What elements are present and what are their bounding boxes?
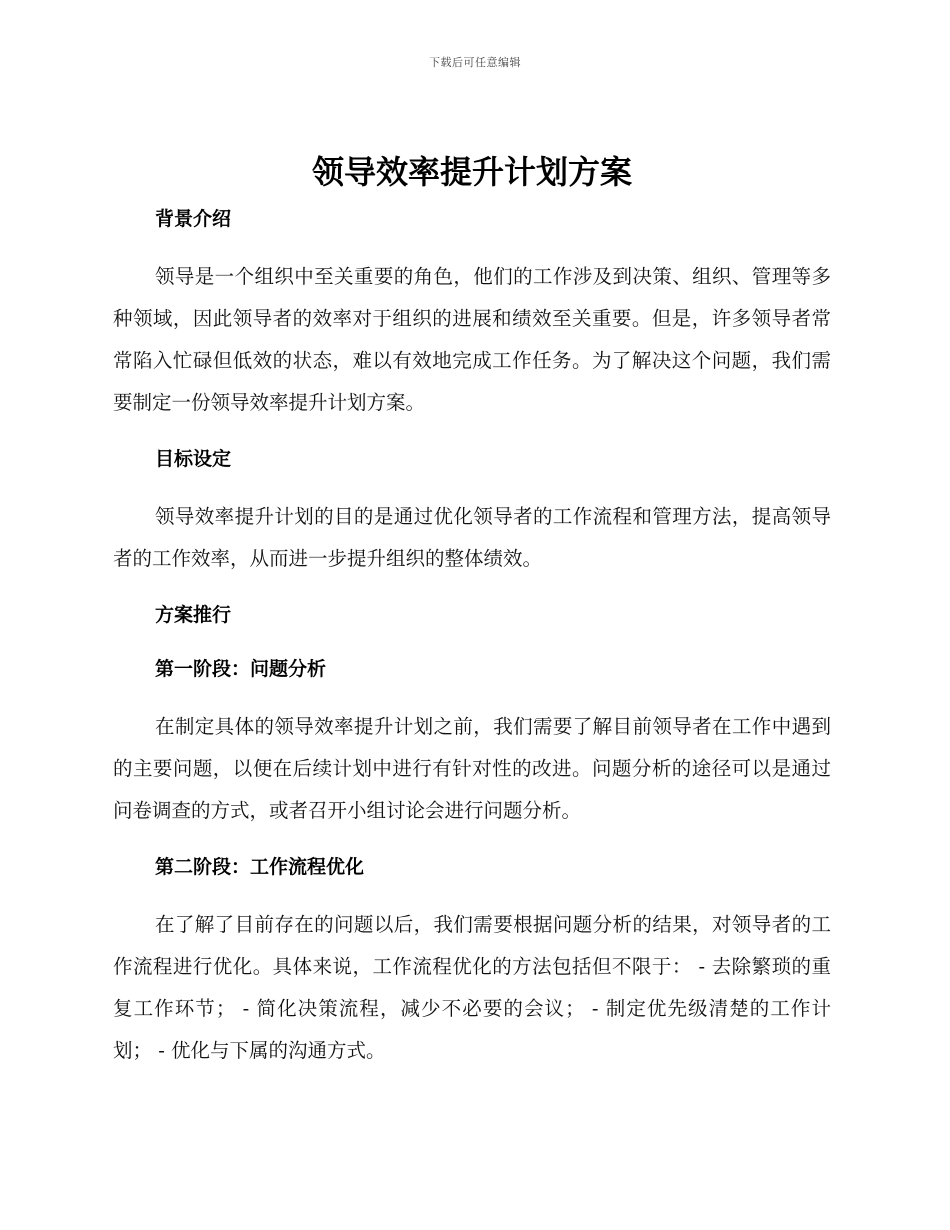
heading-background: 背景介绍 bbox=[155, 208, 232, 230]
paragraph-stage-1: 在制定具体的领导效率提升计划之前，我们需要了解目前领导者在工作中遇到的主要问题，以便在后续计划中进行有针对性的改进。问题分析的途径可以是通过问卷调查的方式，或者召开小组讨论会进行问题分析。 bbox=[113, 715, 831, 822]
paragraph-goal: 领导效率提升计划的目的是通过优化领导者的工作流程和管理方法，提高领导者的工作效率，从而进一步提升组织的整体绩效。 bbox=[113, 505, 831, 570]
heading-goal: 目标设定 bbox=[155, 448, 232, 470]
document-body bbox=[113, 146, 831, 1072]
header-note: 下载后可任意编辑 bbox=[429, 56, 521, 69]
paragraph-stage-2: 在了解了目前存在的问题以后，我们需要根据问题分析的结果，对领导者的工作流程进行优化。具体来说，工作流程优化的方法包括但不限于： - 去除繁琐的重复工作环节； - 简化决策流程，减少不必要的会议； - 制定优先级清楚的工作计划； - 优化与下属的沟通方式。 bbox=[113, 913, 831, 1062]
heading-stage-1: 第一阶段：问题分析 bbox=[155, 658, 327, 680]
heading-stage-2: 第二阶段：工作流程优化 bbox=[155, 856, 365, 878]
paragraph-background: 领导是一个组织中至关重要的角色，他们的工作涉及到决策、组织、管理等多种领域，因此领导者的效率对于组织的进展和绩效至关重要。但是，许多领导者常常陷入忙碌但低效的状态，难以有效地完成工作任务。为了解决这个问题，我们需要制定一份领导效率提升计划方案。 bbox=[113, 265, 831, 414]
heading-plan: 方案推行 bbox=[155, 604, 232, 626]
document-title: 领导效率提升计划方案 bbox=[311, 153, 632, 191]
